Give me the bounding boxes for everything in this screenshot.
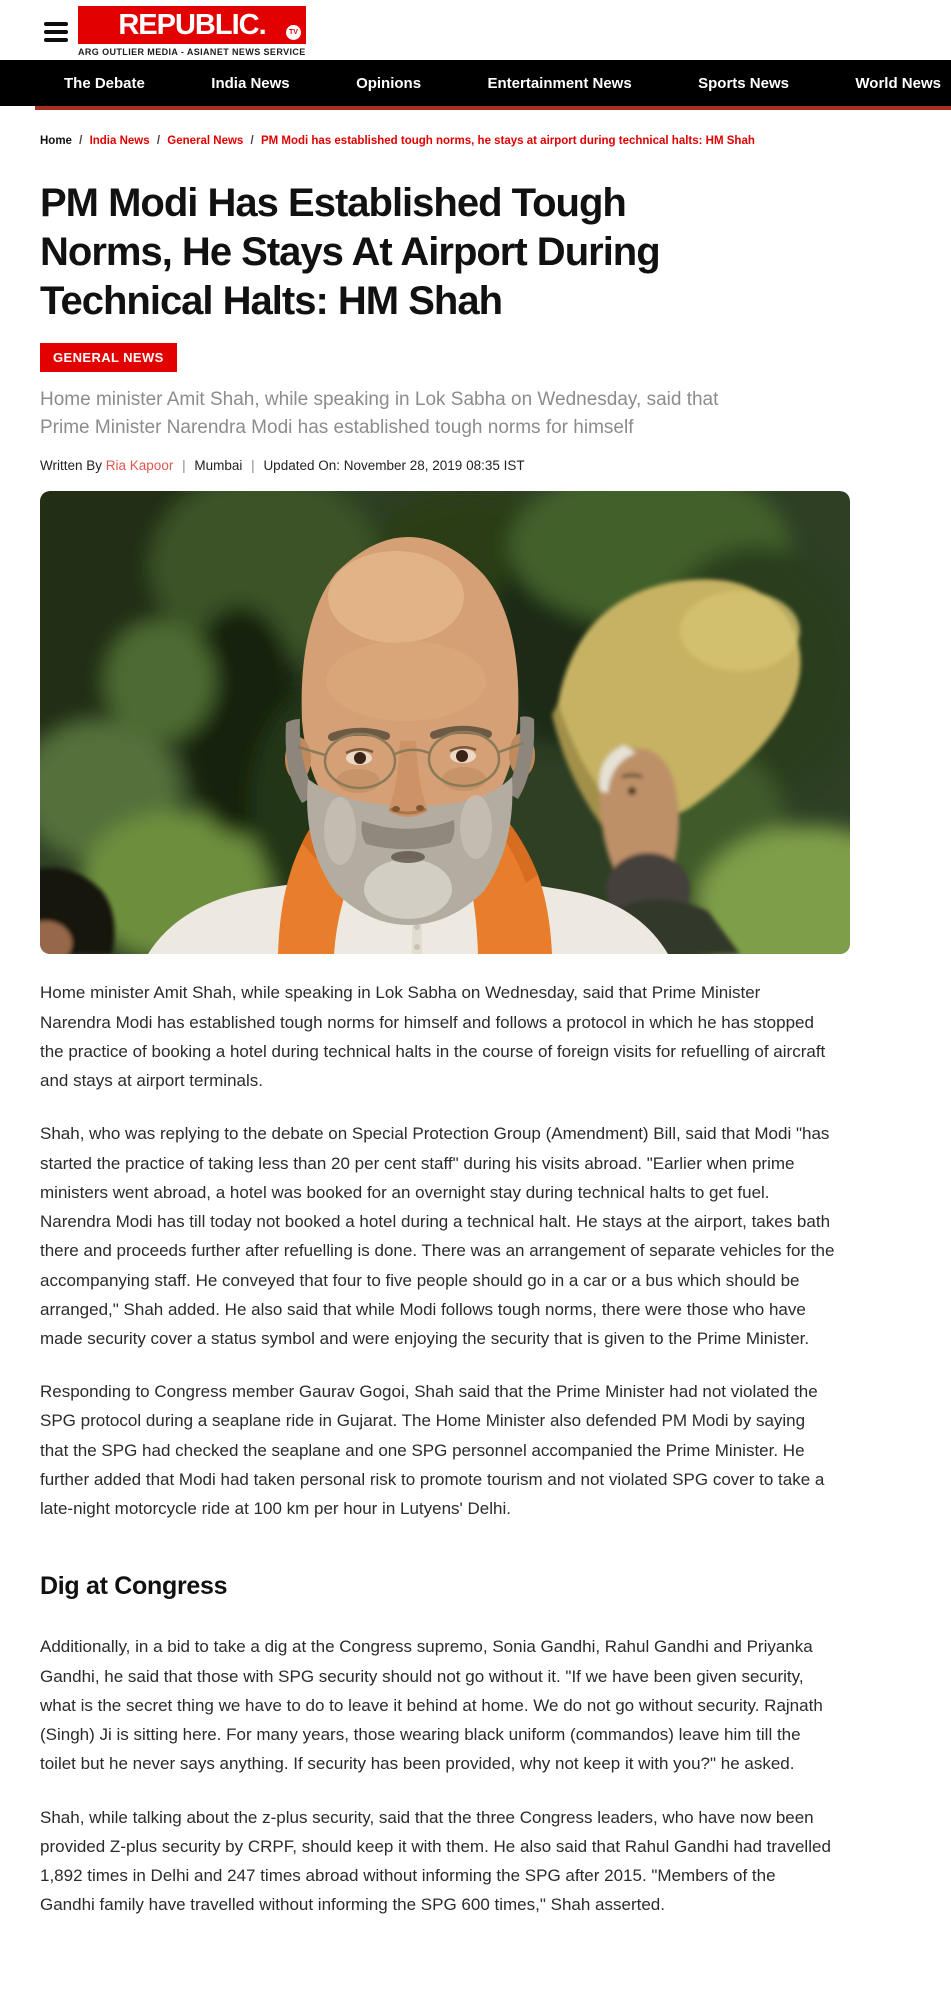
breadcrumb [40,134,931,149]
logo-tv-badge: TV [286,25,301,40]
article-image-amit-shah [40,491,850,954]
republic-logo[interactable] [78,6,306,44]
byline-divider: | [182,458,186,474]
byline-location: Mumbai [194,458,243,474]
breadcrumb-separator: / [79,135,83,147]
paragraph: Shah, who was replying to the debate on Special Protection Group (Amendment) Bill, said that Modi "has started the practice of taking less than 20 per cent staff" during his visits abroad. "Earlier when prime ministers went abroad, a hotel was booked for an overnight stay during technical halts to get fuel. Narendra Modi has till today not booked a hotel during a technical halt. He stays at the airport, takes bath there and proceeds further after refuelling is done. There was an arrangement of separate vehicles for the accompanying staff. He conveyed that four to five people should go in a car or a bus which should be arranged," Shah added. He also said that while Modi follows tough norms, there were those who have made security cover a status symbol and were enjoying the security that is given to the Prime Minister. [40,1124,835,1348]
author-link[interactable]: Ria Kapoor [105,458,174,474]
breadcrumb-general-news[interactable]: General News [167,135,244,147]
byline-prefix: Written By [40,458,103,474]
breadcrumb-current-page: PM Modi has established tough norms, he stays at airport during technical halts: HM Shah [260,135,755,147]
breadcrumb-separator: / [156,135,161,147]
breadcrumb-india-news[interactable]: India News [89,135,150,147]
nav-item-world-news[interactable]: World News [855,74,941,92]
paragraph: Responding to Congress member Gaurav Gogoi, Shah said that the Prime Minister had not violated the SPG protocol during a seaplane ride in Gujarat. The Home Minister also defended PM Modi by saying that the SPG had checked the seaplane and one SPG personnel accompanied the Prime Minister. He further added that Modi had taken personal risk to promote tourism and not violated SPG cover to take a late-night motorcycle ride at 100 km per hour in Lutyens' Delhi. [40,1382,825,1519]
nav-item-entertainment-news[interactable]: Entertainment News [487,74,632,92]
paragraph: Home minister Amit Shah, while speaking in Lok Sabha on Wednesday, said that Prime Minister Narendra Modi has established tough norms for himself and follows a protocol in which he has stopped the practice of booking a hotel during technical halts in the course of foreign visits for refuelling of aircraft and stays at airport terminals. [40,983,826,1091]
nav-item-india-news[interactable]: India News [211,74,290,92]
nav-red-rule [35,106,951,110]
page-title: PM Modi Has Established Tough Norms, He Stays At Airport During Technical Halts: HM Shah [40,180,660,323]
hamburger-menu-icon[interactable] [44,22,68,42]
section-heading: Dig at Congress [40,1572,228,1601]
logo-text: REPUBLIC. [118,8,266,41]
breadcrumb-separator: / [250,135,254,147]
breadcrumb-home[interactable]: Home [40,135,72,147]
article-subtitle: Home minister Amit Shah, while speaking in Lok Sabha on Wednesday, said that Prime Minister Narendra Modi has established tough norms for himself [40,389,719,438]
article [0,179,951,1920]
byline-updated: Updated On: November 28, 2019 08:35 IST [263,458,525,474]
nav-item-sports-news[interactable]: Sports News [698,74,789,92]
article-body [40,978,835,1919]
byline-divider: | [251,458,255,474]
paragraph: Additionally, in a bid to take a dig at the Congress supremo, Sonia Gandhi, Rahul Gandhi and Priyanka Gandhi, he said that those with SPG security should not go without it. "If we have been given security, what is the secret thing we have to do to leave it behind at home. We do not go without security. Rajnath (Singh) Ji is sitting here. For many years, those wearing black uniform (commandos) leave him till the toilet but he never says anything. If security has been provided, why not keep it with you?" he asked. [40,1637,823,1774]
site-header [0,0,951,60]
nav-item-opinions[interactable]: Opinions [356,74,422,92]
main-nav [0,60,951,106]
logo-tagline: ARG OUTLIER MEDIA - ASIANET NEWS SERVICE [78,47,306,57]
paragraph: Shah, while talking about the z-plus security, said that the three Congress leaders, who have now been provided Z-plus security by CRPF, should keep it with them. He also said that Rahul Gandhi had travelled 1,892 times in Delhi and 247 times abroad without informing the SPG after 2015. "Members of the Gandhi family have travelled without informing the SPG 600 times," Shah asserted. [40,1807,831,1915]
logo[interactable] [78,6,306,57]
category-badge[interactable]: GENERAL NEWS [40,343,177,372]
byline [40,458,951,473]
nav-item-the-debate[interactable]: The Debate [64,74,145,92]
